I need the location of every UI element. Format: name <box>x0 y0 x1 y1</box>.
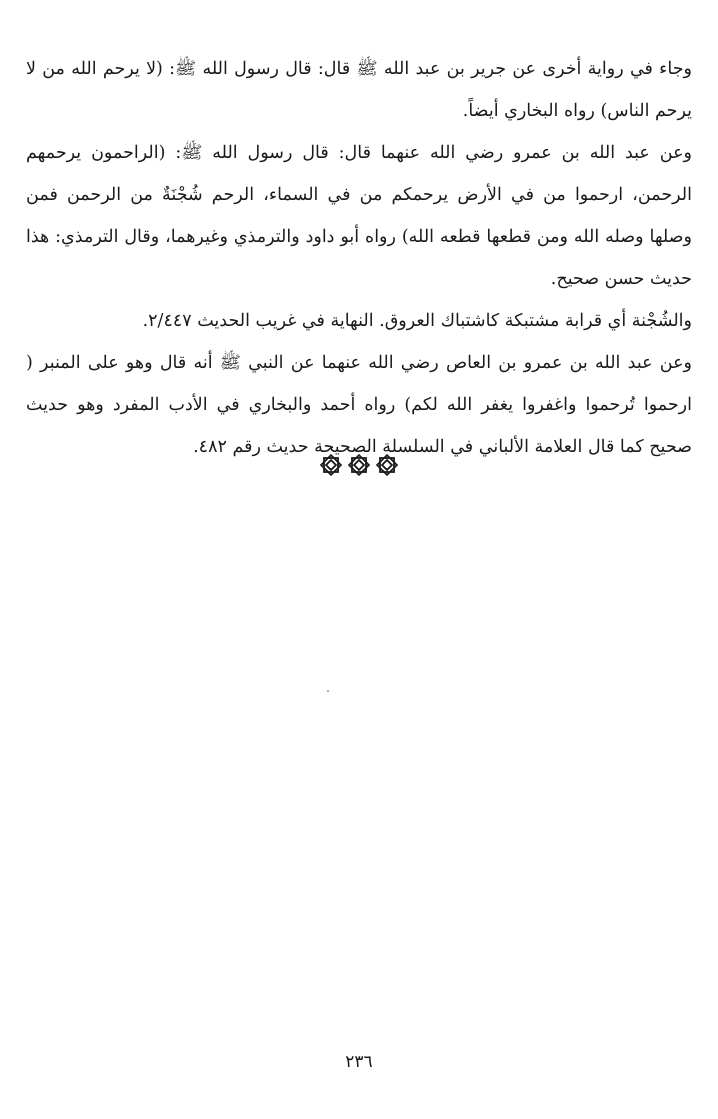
scan-speck <box>327 690 329 692</box>
paragraph-shujna-definition: والشُجْنة أي قرابة مشتبكة كاشتباك العروق. النهاية في غريب الحديث ٢/٤٤٧. <box>142 311 692 331</box>
paragraph-jarir-narration: وجاء في رواية أخرى عن جرير بن عبد الله ﷺ قال: قال رسول الله ﷺ: (لا يرحم الله من لا يرحم الناس) رواه البخاري أيضاً. <box>26 59 692 121</box>
document-body <box>26 48 692 468</box>
page-number: ٢٣٦ <box>345 1052 373 1072</box>
paragraph-minbar-narration: وعن عبد الله بن عمرو بن العاص رضي الله عنهما عن النبي ﷺ أنه قال وهو على المنبر ( ارحموا تُرحموا واغفروا يغفر الله لكم) رواه أحمد والبخاري في الأدب المفرد وهو حديث صحيح كما قال العلامة الألباني في السلسلة الصحيحة حديث رقم ٤٨٢. <box>26 353 692 457</box>
star-ornament-icon <box>318 452 344 478</box>
separator-ornament <box>0 452 718 478</box>
paragraph-abdullah-amr-narration: وعن عبد الله بن عمرو رضي الله عنهما قال: قال رسول الله ﷺ: (الراحمون يرحمهم الرحمن، ارحموا من في الأرض يرحمكم من في السماء، الرحم شُجْنَةٌ من الرحمن فمن وصلها وصله الله ومن قطعها قطعه الله) رواه أبو داود والترمذي وغيرهما، وقال الترمذي: هذا حديث حسن صحيح. <box>26 143 692 289</box>
star-ornament-icon <box>346 452 372 478</box>
star-ornament-icon <box>374 452 400 478</box>
